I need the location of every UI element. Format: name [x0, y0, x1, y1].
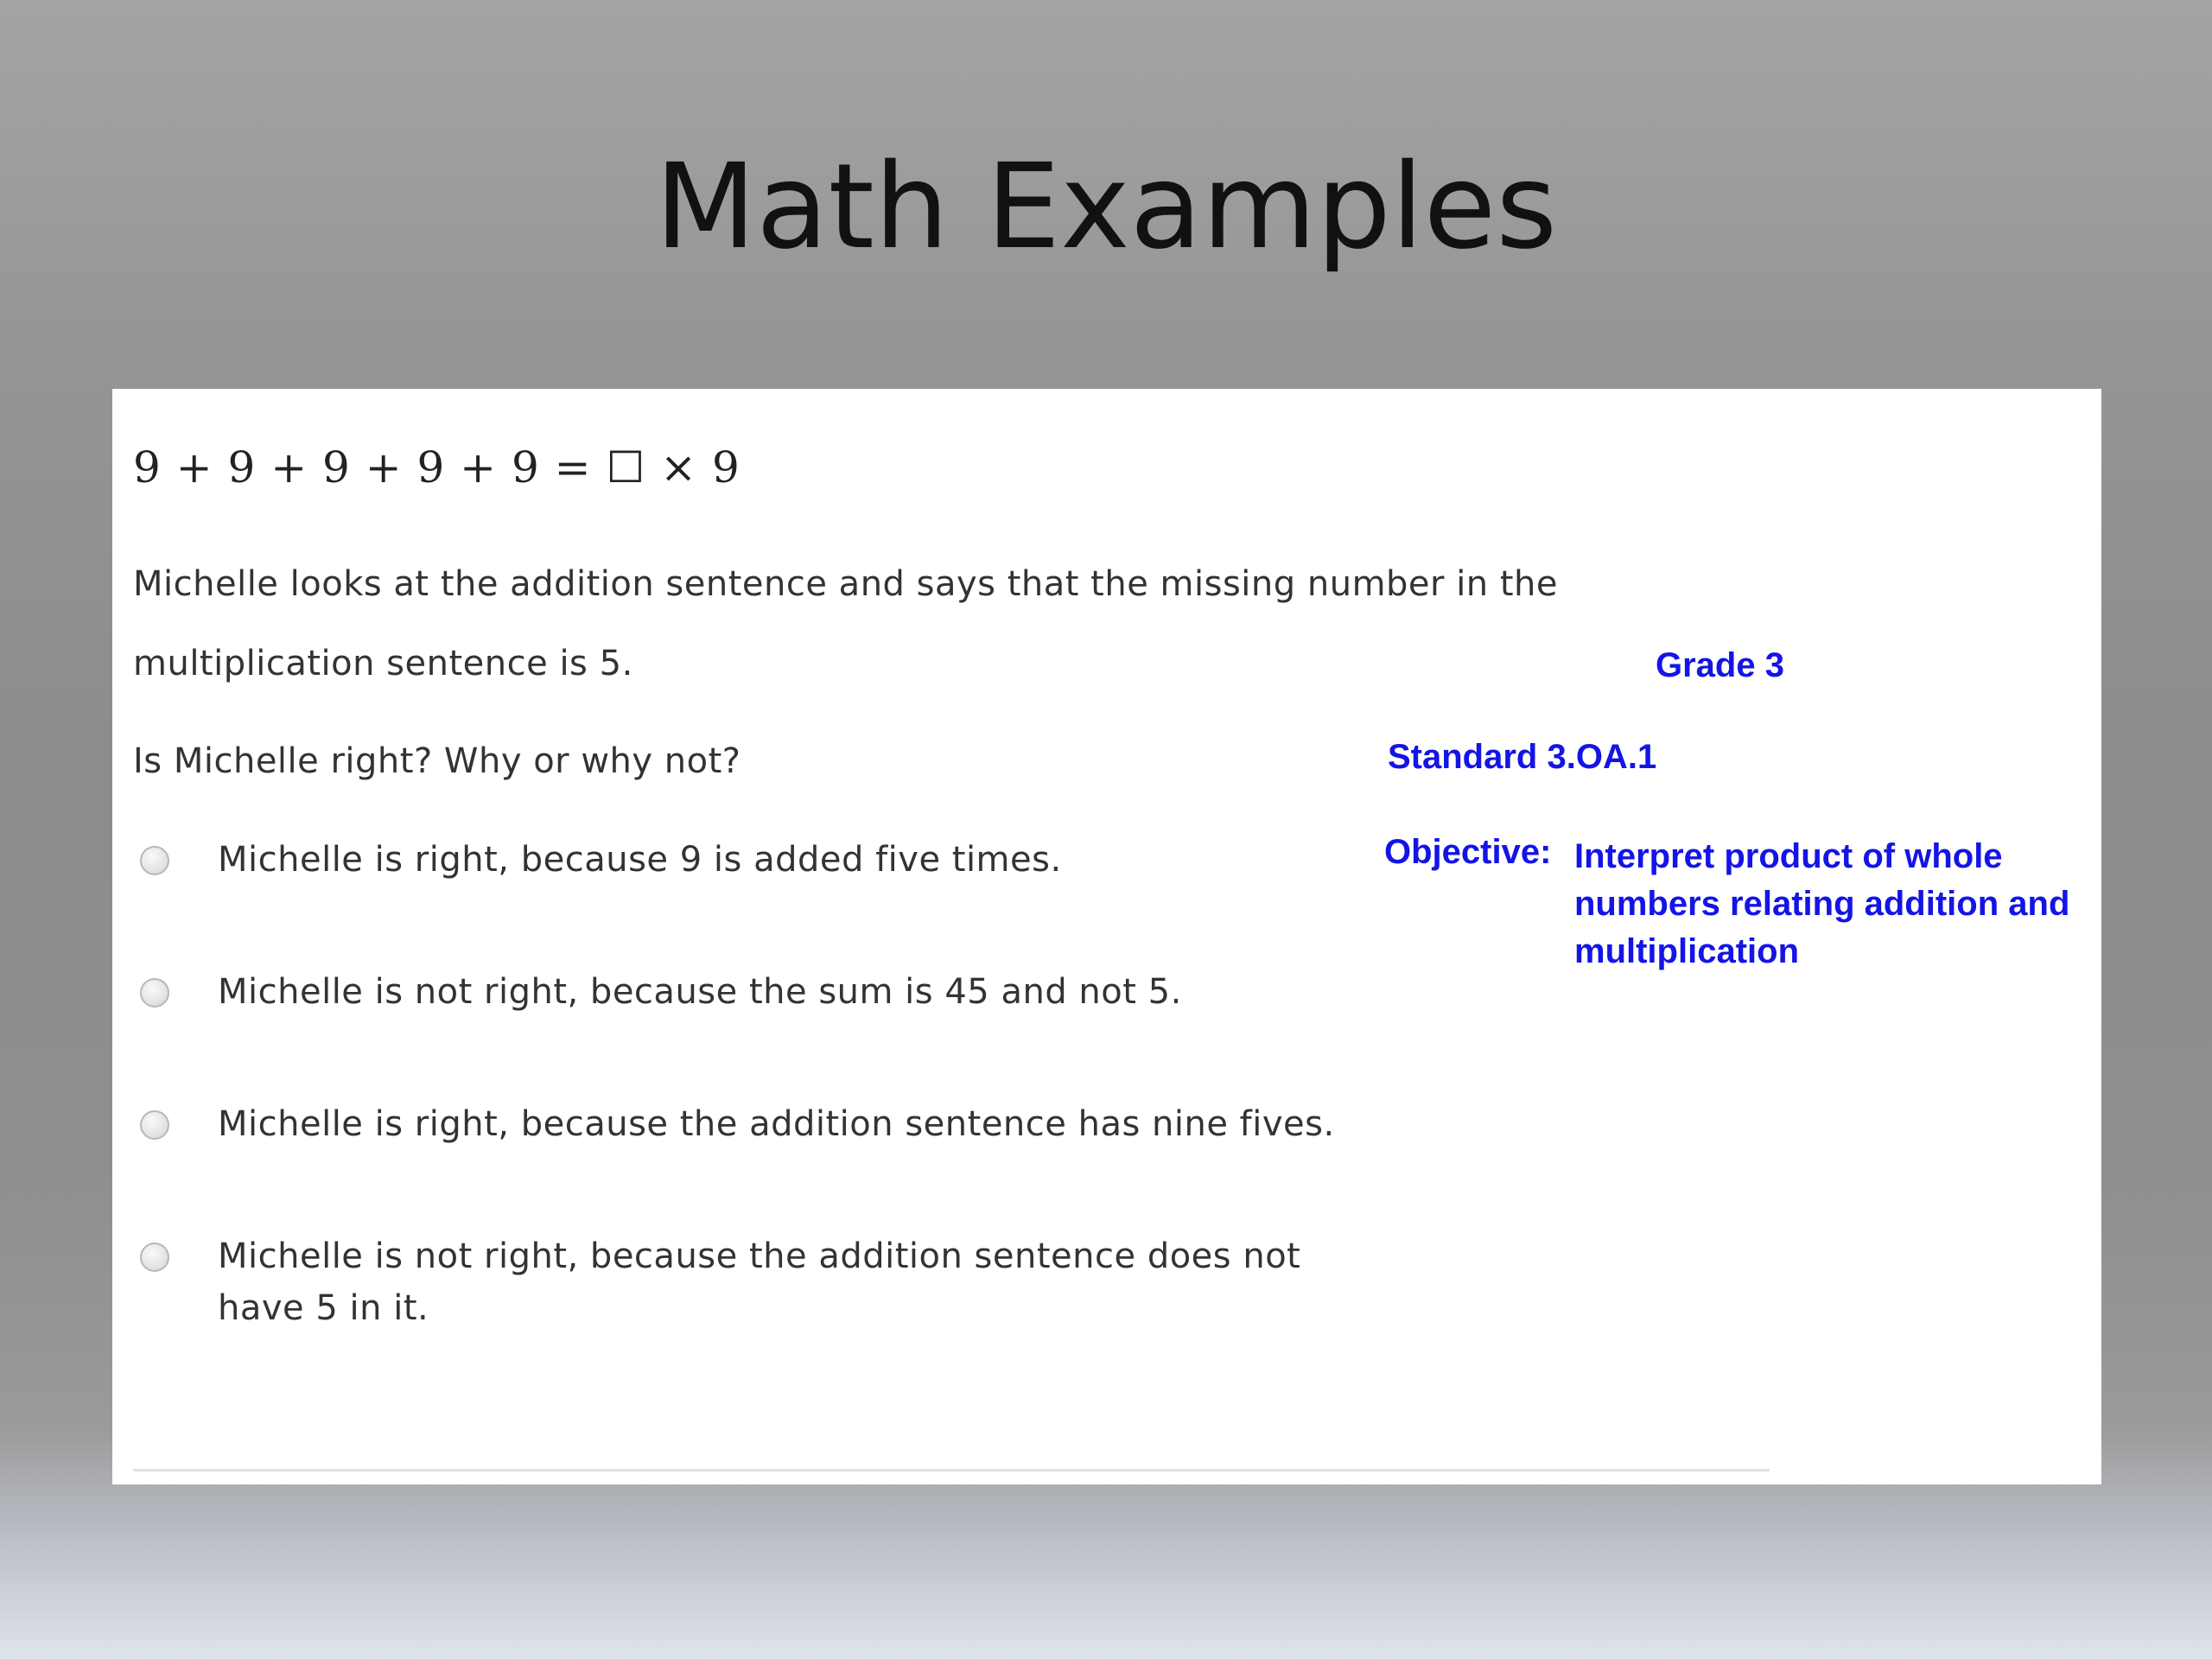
objective-text	[1574, 833, 2101, 976]
objective-line: numbers relating addition and	[1574, 885, 2070, 923]
radio-button[interactable]	[140, 1110, 169, 1140]
answer-option-label: Michelle is right, because the addition sentence has nine fives.	[218, 1104, 1335, 1144]
answer-option-label: Michelle is not right, because the sum is 45 and not 5.	[218, 972, 1182, 1012]
standard-label: Standard 3.OA.1	[1388, 738, 1657, 776]
answer-option-2[interactable]	[140, 966, 1436, 1018]
radio-button[interactable]	[140, 978, 169, 1007]
objective-line: Interpret product of whole	[1574, 837, 2003, 875]
radio-button[interactable]	[140, 1243, 169, 1272]
radio-button[interactable]	[140, 846, 169, 875]
question-prompt: Michelle looks at the addition sentence and says that the missing number in the multiplication sentence is 5.	[133, 564, 1559, 683]
assessment-item-screenshot	[112, 389, 2101, 1484]
objective-label: Objective:	[1384, 833, 1552, 871]
answer-option-3[interactable]	[140, 1098, 1436, 1150]
slide-title: Math Examples	[654, 139, 1558, 276]
grade-label: Grade 3	[1656, 646, 1784, 684]
question-text: Is Michelle right? Why or why not?	[133, 741, 741, 781]
objective-line: multiplication	[1574, 932, 1799, 970]
divider	[133, 1469, 1770, 1471]
equation: 9 + 9 + 9 + 9 + 9 = ☐ × 9	[133, 442, 741, 493]
answer-option-4[interactable]	[140, 1230, 1436, 1334]
answer-option-1[interactable]	[140, 834, 1436, 886]
answer-option-label: Michelle is not right, because the addition sentence does not have 5 in it.	[218, 1236, 1301, 1328]
answer-option-label: Michelle is right, because 9 is added five times.	[218, 840, 1062, 880]
